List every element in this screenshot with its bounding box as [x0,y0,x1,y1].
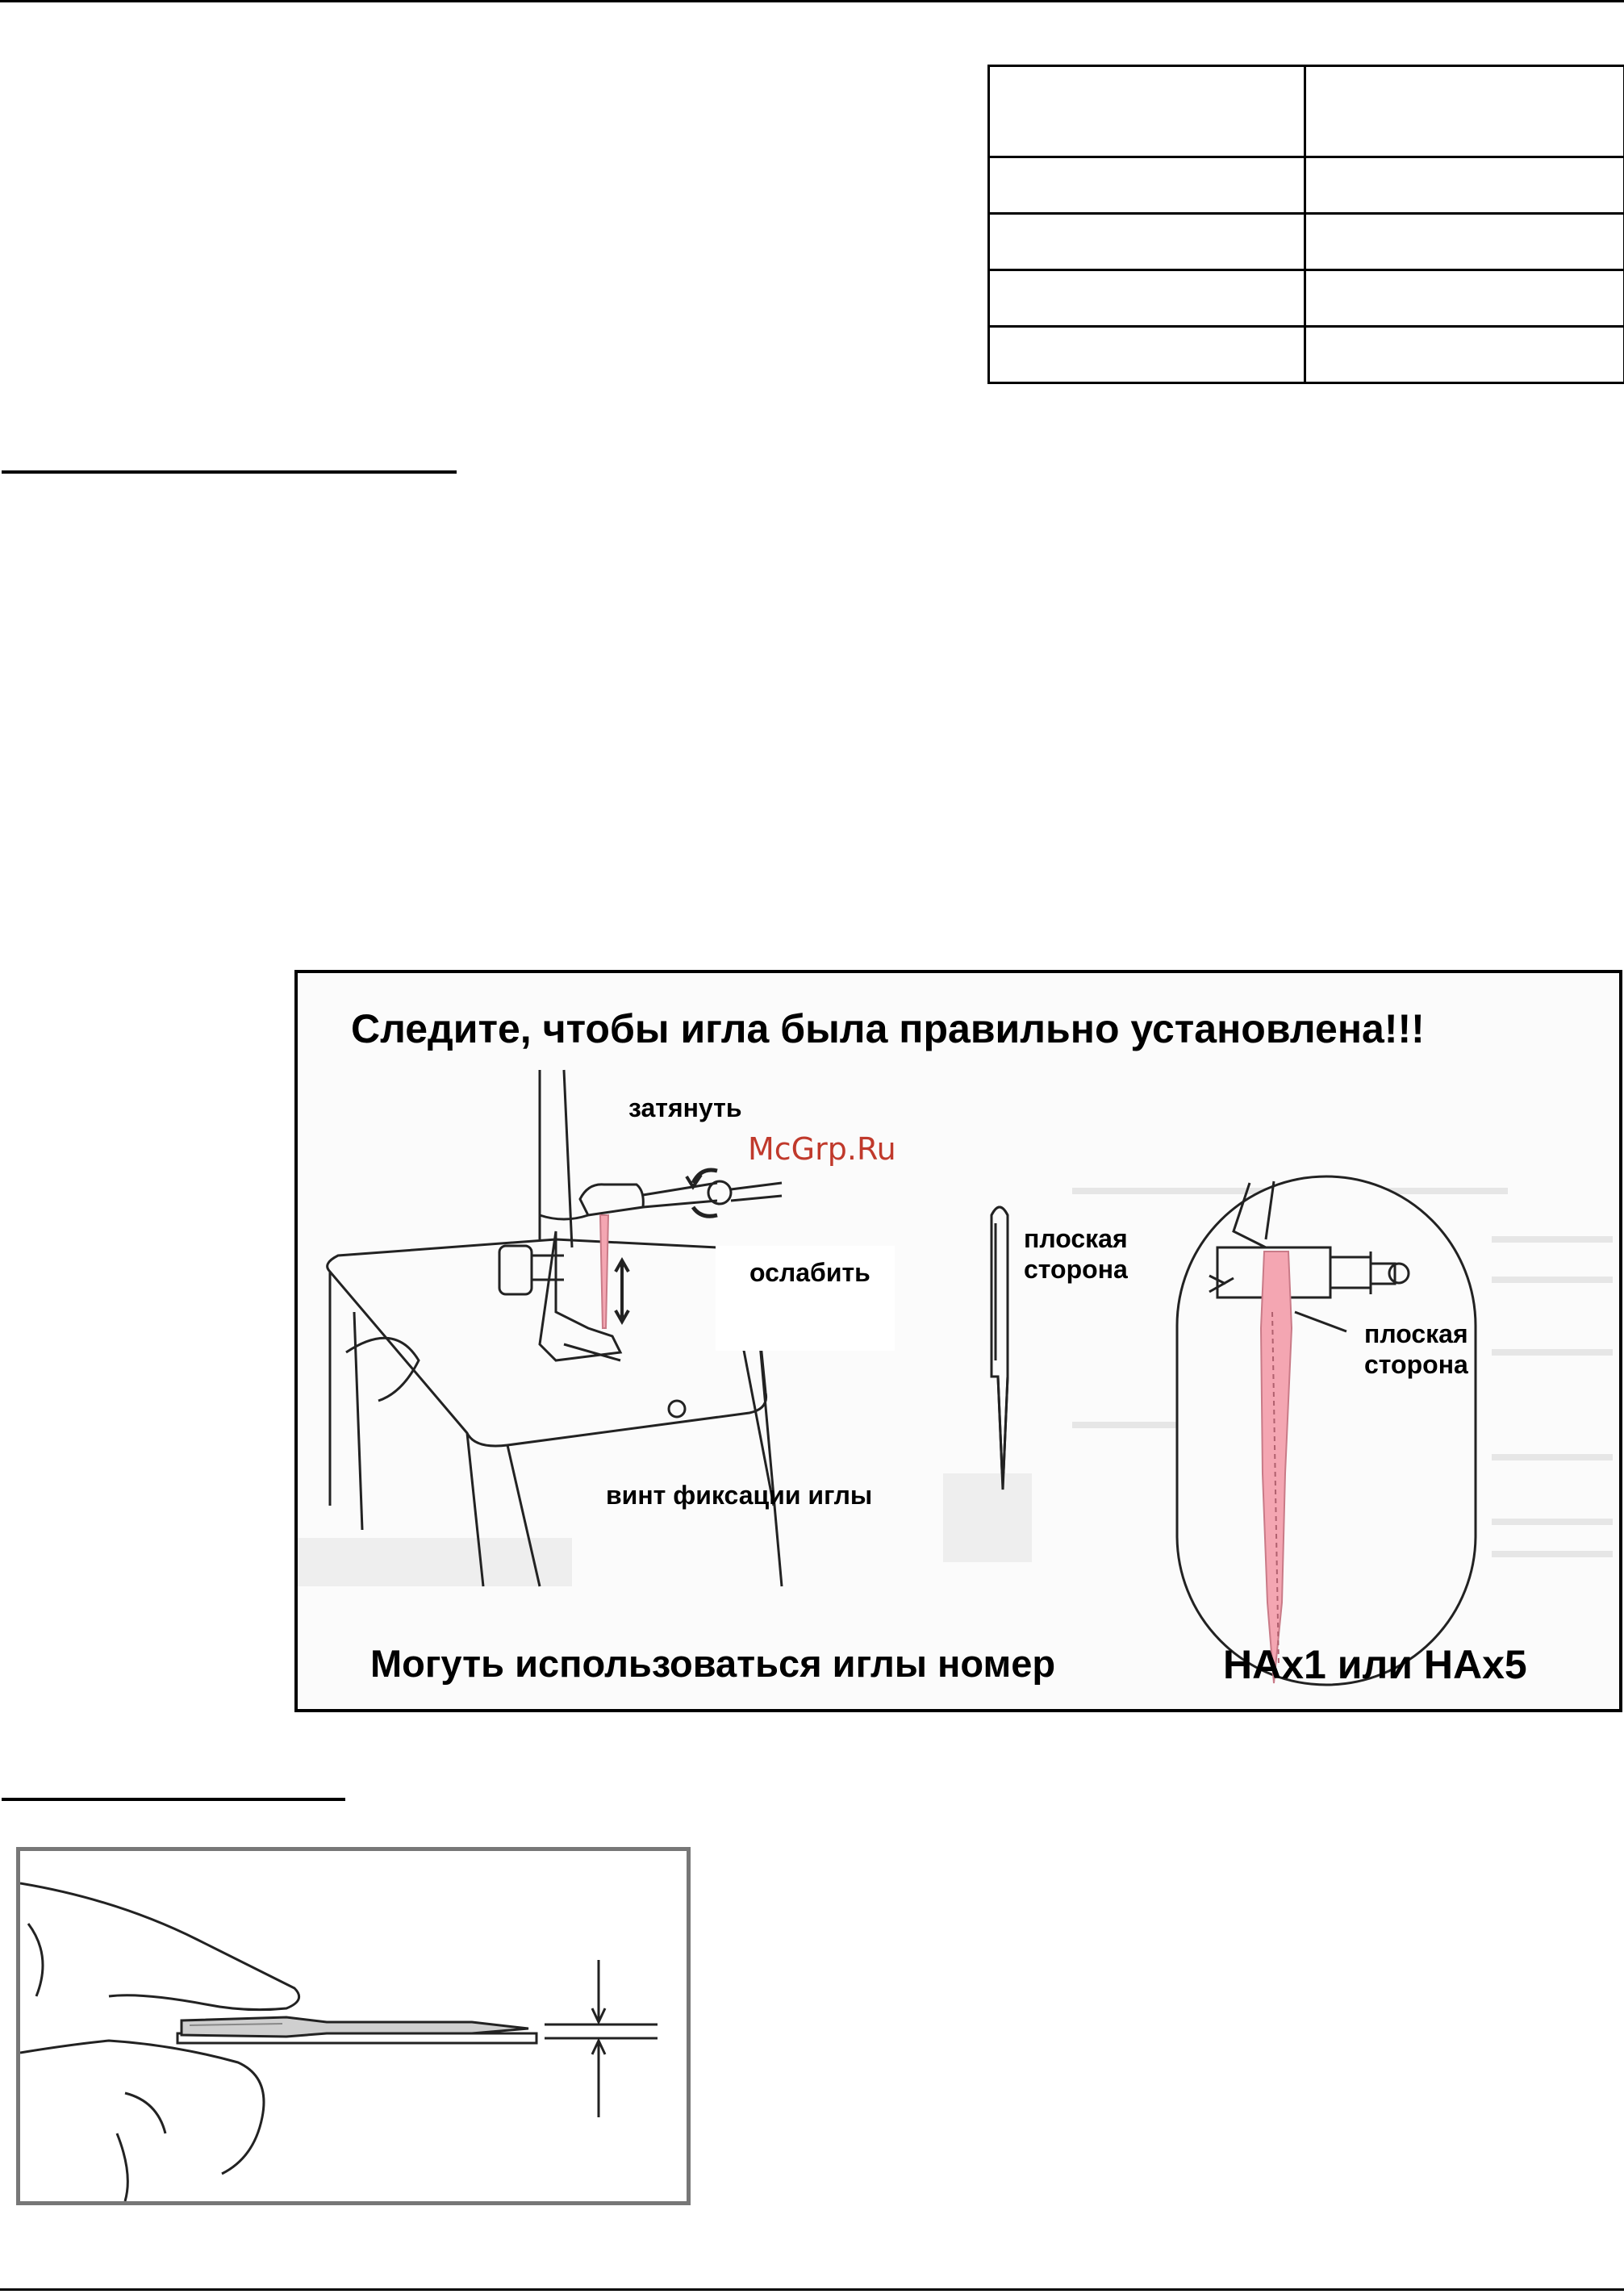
table-cell [989,214,1305,270]
table-row [989,214,1624,270]
table-row [989,157,1624,214]
loosen-label: ослабить [749,1258,870,1287]
figure-title: Следите, чтобы игла была правильно установлена!!! [351,1006,1425,1051]
flat-side-line1: плоская [1364,1319,1468,1348]
clamp-screw-label: винт фиксации иглы [606,1481,873,1510]
flat-side-line2: сторона [1024,1255,1128,1284]
table-cell [1305,214,1624,270]
tighten-label: затянуть [628,1093,742,1122]
needle-types-caption: Могуть использоваться иглы номер [370,1642,1056,1685]
watermark: McGrp.Ru [748,1131,896,1167]
flat-side-detail-label [1364,1318,1468,1380]
top-rule [0,0,1624,2]
spec-table [987,65,1624,384]
table-row [989,270,1624,327]
needle-installation-figure [294,970,1622,1712]
table-cell [1305,66,1624,157]
table-cell [989,270,1305,327]
table-row [989,327,1624,383]
bottom-rule [0,2288,1624,2291]
table-header-row [989,66,1624,157]
needle-check-illustration [20,1851,687,2201]
table-cell [989,327,1305,383]
flat-side-needle-label [1024,1223,1128,1285]
needle-check-figure [16,1847,691,2205]
flat-side-line1: плоская [1024,1224,1128,1253]
needle-types-value: HAx1 или HAx5 [1223,1642,1527,1687]
section-heading-underline [2,470,457,474]
table-cell [989,66,1305,157]
table-cell [1305,270,1624,327]
table-cell [989,157,1305,214]
flat-side-line2: сторона [1364,1350,1468,1379]
section-heading-underline [2,1798,345,1801]
table-cell [1305,157,1624,214]
table-cell [1305,327,1624,383]
